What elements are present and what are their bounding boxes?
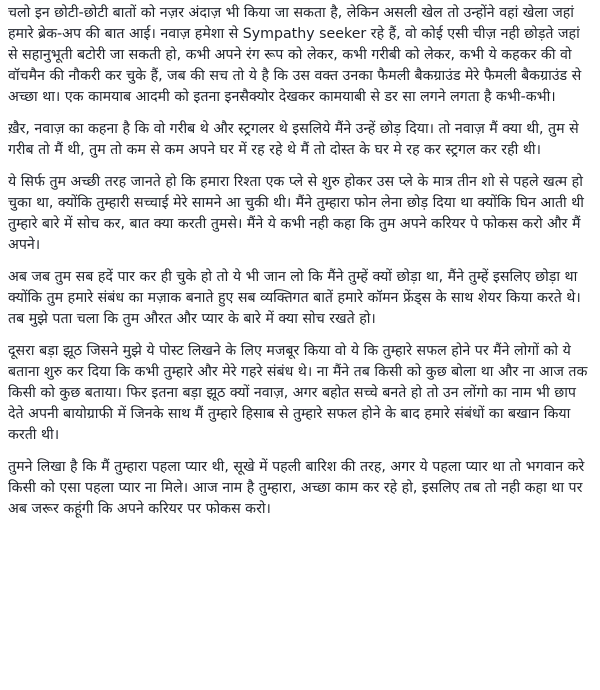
paragraph-1: चलो इन छोटी-छोटी बातों को नज़र अंदाज़ भी किया जा सकता है, लेकिन असली खेल तो उन्होंने वहां खेला जहां हमारे ब्रेक-अप की बात आई। नवाज़ हमेशा से Sympathy seeker रहे हैं, वो कोई एसी चीज़ नही छोड़ते जहां से सहानुभूती बटोरी जा सकती हो, कभी अपने रंग रूप को लेकर, कभी गरीबी को लेकर, कभी ये कहकर की वो वॉचमैन की नौकरी कर चुके हैं, जब की सच तो ये है कि उस वक्त उनका फैमली बैकग्राउंड मेरे फैमली बैकग्राउंड से अच्छा था। एक कामयाब आदमी को इतना इनसैक्योर देखकर कामयाबी से डर सा लगने लगता है कभी-कभी।: [8, 5, 582, 105]
paragraph-3: ये सिर्फ तुम अच्छी तरह जानते हो कि हमारा रिश्ता एक प्ले से शुरु होकर उस प्ले के मात्र तीन शो से पहले खत्म हो चुका था, क्योंकि तुम्हारी सच्चाई मेरे सामने आ चुकी थी। मैंने तुम्हारा फोन लेना छोड़ दिया था क्योंकि घिन आती थी तुम्हारे बारे में सोच कर, बात क्या करती तुमसे। मैंने ये कभी नही कहा कि तुम अपने करियर पे फोकस करो और मैं अपने।: [8, 174, 584, 253]
paragraph-2: ख़ैर, नवाज़ का कहना है कि वो गरीब थे और स्ट्रगलर थे इसलिये मैंने उन्हें छोड़ दिया। तो नवाज़ मैं क्या थी, तुम से गरीब तो मैं थी, तुम तो कम से कम अपने घर में रह रहे थे मैं तो दोस्त के घर मे रह कर स्ट्रगल कर रही थी।: [8, 121, 579, 158]
paragraph-5: दूसरा बड़ा झूठ जिसने मुझे ये पोस्ट लिखने के लिए मजबूर किया वो ये कि तुम्हारे सफल होने पर मैंने लोगों को ये बताना शुरु कर दिया कि कभी तुम्हारे और मेरे गहरे संबंध थे। ना मैंने तब किसी को कुछ बोला था और ना आज तक किसी को कुछ बताया। फिर इतना बड़ा झूठ क्यों नवाज़, अगर बहोत सच्चे बनते हो तो उन लोंगो का नाम भी छाप देते अपनी बायोग्राफी में जिनके साथ मैं तुम्हारे हिसाब से तुम्हारे सफल होने के बाद हमारे संबंधों का बखान किया करती थी।: [8, 343, 588, 443]
paragraph-6: तुमने लिखा है कि मैं तुम्हारा पहला प्यार थी, सूखे में पहली बारिश की तरह, अगर ये पहला प्यार था तो भगवान करे किसी को एसा पहला प्यार ना मिले। आज नाम है तुम्हारा, अच्छा काम कर रहे हो, इसलिए तब तो नही कहा था पर अब जरूर कहूंगी कि अपने करियर पर फोकस करो।: [8, 459, 585, 517]
paragraph-4: अब जब तुम सब हदें पार कर ही चुके हो तो ये भी जान लो कि मैंने तुम्हें क्यों छोड़ा था, मैंने तुम्हें इसलिए छोड़ा था क्योंकि तुम हमारे संबंध का मज़ाक बनाते हुए सब व्यक्तिगत बातें हमारे कॉमन फ्रेंड्स के साथ शेयर किया करते थे। तब मुझे पता चला कि तुम औरत और प्यार के बारे में क्या सोच रखते हो।: [8, 269, 581, 327]
